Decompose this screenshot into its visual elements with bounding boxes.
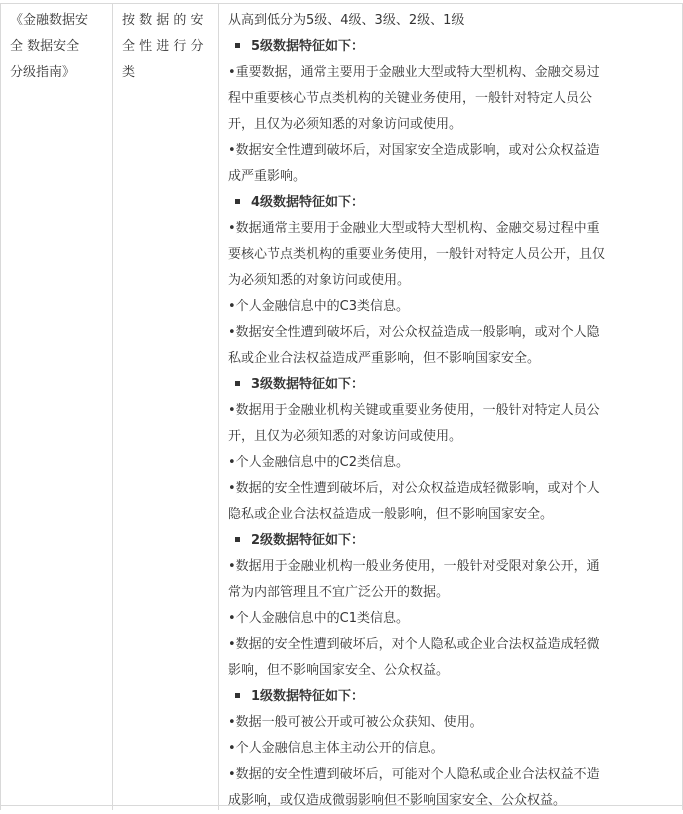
column-divider-2 [218,3,219,810]
bullet-line: •个人金融信息中的C3类信息。 [228,299,410,314]
standard-name-line: 分级指南》 [10,65,76,80]
bullet-line: 私或企业合法权益造成严重影响，但不影响国家安全。 [228,351,541,366]
method-line: 按 数 据 的 安 [122,13,204,28]
method-line: 类 [122,65,136,80]
standard-name-line: 全 数据安全 [10,39,80,54]
bullet-line: •重要数据，通常主要用于金融业大型或特大型机构、金融交易过 [228,65,600,80]
column-divider-1 [112,3,113,810]
levels-description-cell [228,8,674,814]
square-bullet-icon [235,381,240,386]
square-bullet-icon [235,537,240,542]
bullet-line: 常为内部管理且不宜广泛公开的数据。 [228,585,450,600]
table-top-border [0,3,683,4]
bullet-line: 成影响，或仅造成微弱影响但不影响国家安全、公众权益。 [228,793,567,808]
level-3-heading [228,372,674,398]
bullet-line: •数据一般可被公开或可被公众获知、使用。 [228,715,483,730]
bullet-line: •数据通常主要用于金融业大型或特大型机构、金融交易过程中重 [228,221,600,236]
bullet-line: •数据的安全性遭到破坏后，可能对个人隐私或企业合法权益不造 [228,767,600,782]
bullet-line: 隐私或企业合法权益造成一般影响，但不影响国家安全。 [228,507,554,522]
bullet-line: •数据安全性遭到破坏后，对国家安全造成影响，或对公众权益造 [228,143,600,158]
method-line: 全 性 进 行 分 [122,39,204,54]
level-title: 5级数据特征如下： [251,39,365,54]
standard-name-cell [10,8,108,86]
level-title: 4级数据特征如下： [251,195,365,210]
level-title: 3级数据特征如下： [251,377,365,392]
method-cell [122,8,214,86]
bullet-line: •数据用于金融业机构关键或重要业务使用，一般针对特定人员公 [228,403,600,418]
levels-intro: 从高到低分为5级、4级、3级、2级、1级 [228,13,465,28]
bullet-line: •数据的安全性遭到破坏后，对个人隐私或企业合法权益造成轻微 [228,637,600,652]
level-5-heading [228,34,674,60]
bullet-line: 程中重要核心节点类机构的关键业务使用，一般针对特定人员公 [228,91,593,106]
table-left-border [0,3,1,810]
bullet-line: 开，且仅为必须知悉的对象访问或使用。 [228,429,463,444]
bullet-line: •个人金融信息中的C1类信息。 [228,611,410,626]
level-2-heading [228,528,674,554]
level-title: 1级数据特征如下： [251,689,365,704]
square-bullet-icon [235,199,240,204]
bullet-line: •数据安全性遭到破坏后，对公众权益造成一般影响，或对个人隐 [228,325,600,340]
bullet-line: •数据的安全性遭到破坏后，对公众权益造成轻微影响，或对个人 [228,481,600,496]
level-4-heading [228,190,674,216]
bullet-line: 要核心节点类机构的重要业务使用，一般针对特定人员公开，且仅 [228,247,606,262]
level-title: 2级数据特征如下： [251,533,365,548]
square-bullet-icon [235,43,240,48]
level-1-heading [228,684,674,710]
standard-name-line: 《金融数据安 [10,13,89,28]
bullet-line: •个人金融信息主体主动公开的信息。 [228,741,444,756]
bullet-line: •数据用于金融业机构一般业务使用，一般针对受限对象公开，通 [228,559,600,574]
bullet-line: 成严重影响。 [228,169,307,184]
square-bullet-icon [235,693,240,698]
bullet-line: •个人金融信息中的C2类信息。 [228,455,410,470]
bullet-line: 影响，但不影响国家安全、公众权益。 [228,663,450,678]
bullet-line: 开，且仅为必须知悉的对象访问或使用。 [228,117,463,132]
bullet-line: 为必须知悉的对象访问或使用。 [228,273,411,288]
